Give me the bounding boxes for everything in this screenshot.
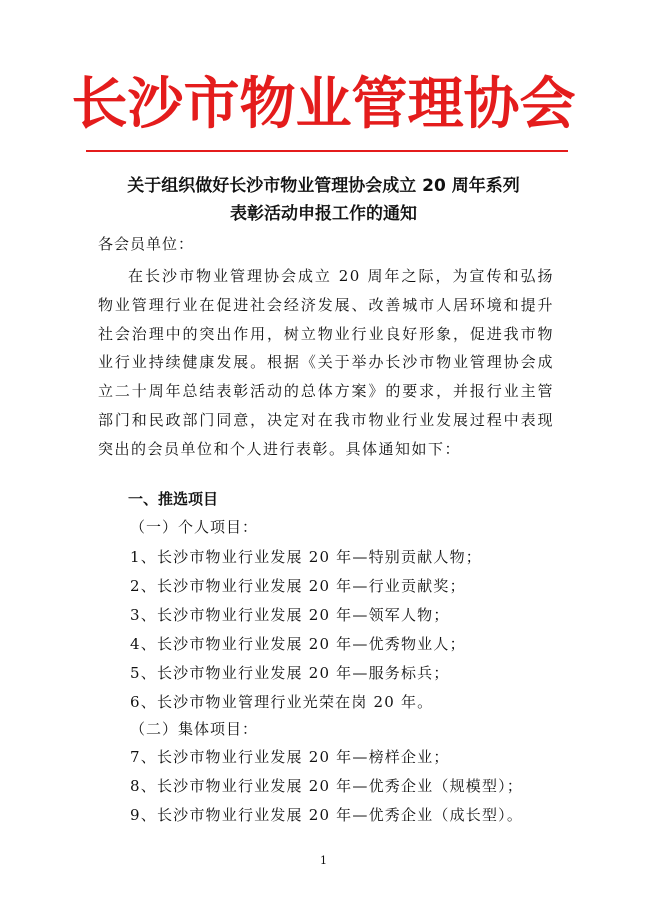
notice-title-line-2: 表彰活动申报工作的通知	[230, 204, 417, 224]
list-item: 9、长沙市物业行业发展 20 年—优秀企业（成长型）。	[130, 806, 524, 824]
list-item: 7、长沙市物业行业发展 20 年—榜样企业；	[130, 748, 450, 766]
salutation: 各会员单位：	[98, 235, 195, 253]
masthead-rule	[86, 150, 568, 152]
list-item: 8、长沙市物业行业发展 20 年—优秀企业（规模型）；	[130, 777, 524, 795]
list-item: 4、长沙市物业行业发展 20 年—优秀物业人；	[130, 635, 466, 653]
masthead-title: 长沙市物业管理协会	[71, 71, 576, 137]
list-item: 1、长沙市物业行业发展 20 年—特别贡献人物；	[130, 548, 482, 566]
page-number: 1	[320, 854, 327, 867]
list-item: 3、长沙市物业行业发展 20 年—领军人物；	[130, 606, 450, 624]
subsection-collective: （二）集体项目：	[130, 720, 259, 738]
list-item: 6、长沙市物业管理行业光荣在岗 20 年。	[130, 693, 434, 711]
subsection-individual: （一）个人项目：	[130, 518, 259, 536]
body-paragraph: 在长沙市物业管理协会成立 20 周年之际，为宣传和弘扬物业管理行业在促进社会经济发展、改善城市人居环境和提升社会治理中的突出作用，树立物业行业良好形象，促进我市物业行业持续健康发展。根据《关于举办长沙市物业管理协会成立二十周年总结表彰活动的总体方案》的要求，并报行业主管部门和民政部门同意，决定对在我市物业行业发展过程中表现突出的会员单位和个人进行表彰。具体通知如下：	[98, 267, 554, 458]
list-item: 5、长沙市物业行业发展 20 年—服务标兵；	[130, 664, 450, 682]
notice-title-line-1: 关于组织做好长沙市物业管理协会成立 20 周年系列	[127, 176, 520, 196]
list-item: 2、长沙市物业行业发展 20 年—行业贡献奖；	[130, 577, 466, 595]
section-heading-1: 一、推选项目	[128, 490, 219, 508]
